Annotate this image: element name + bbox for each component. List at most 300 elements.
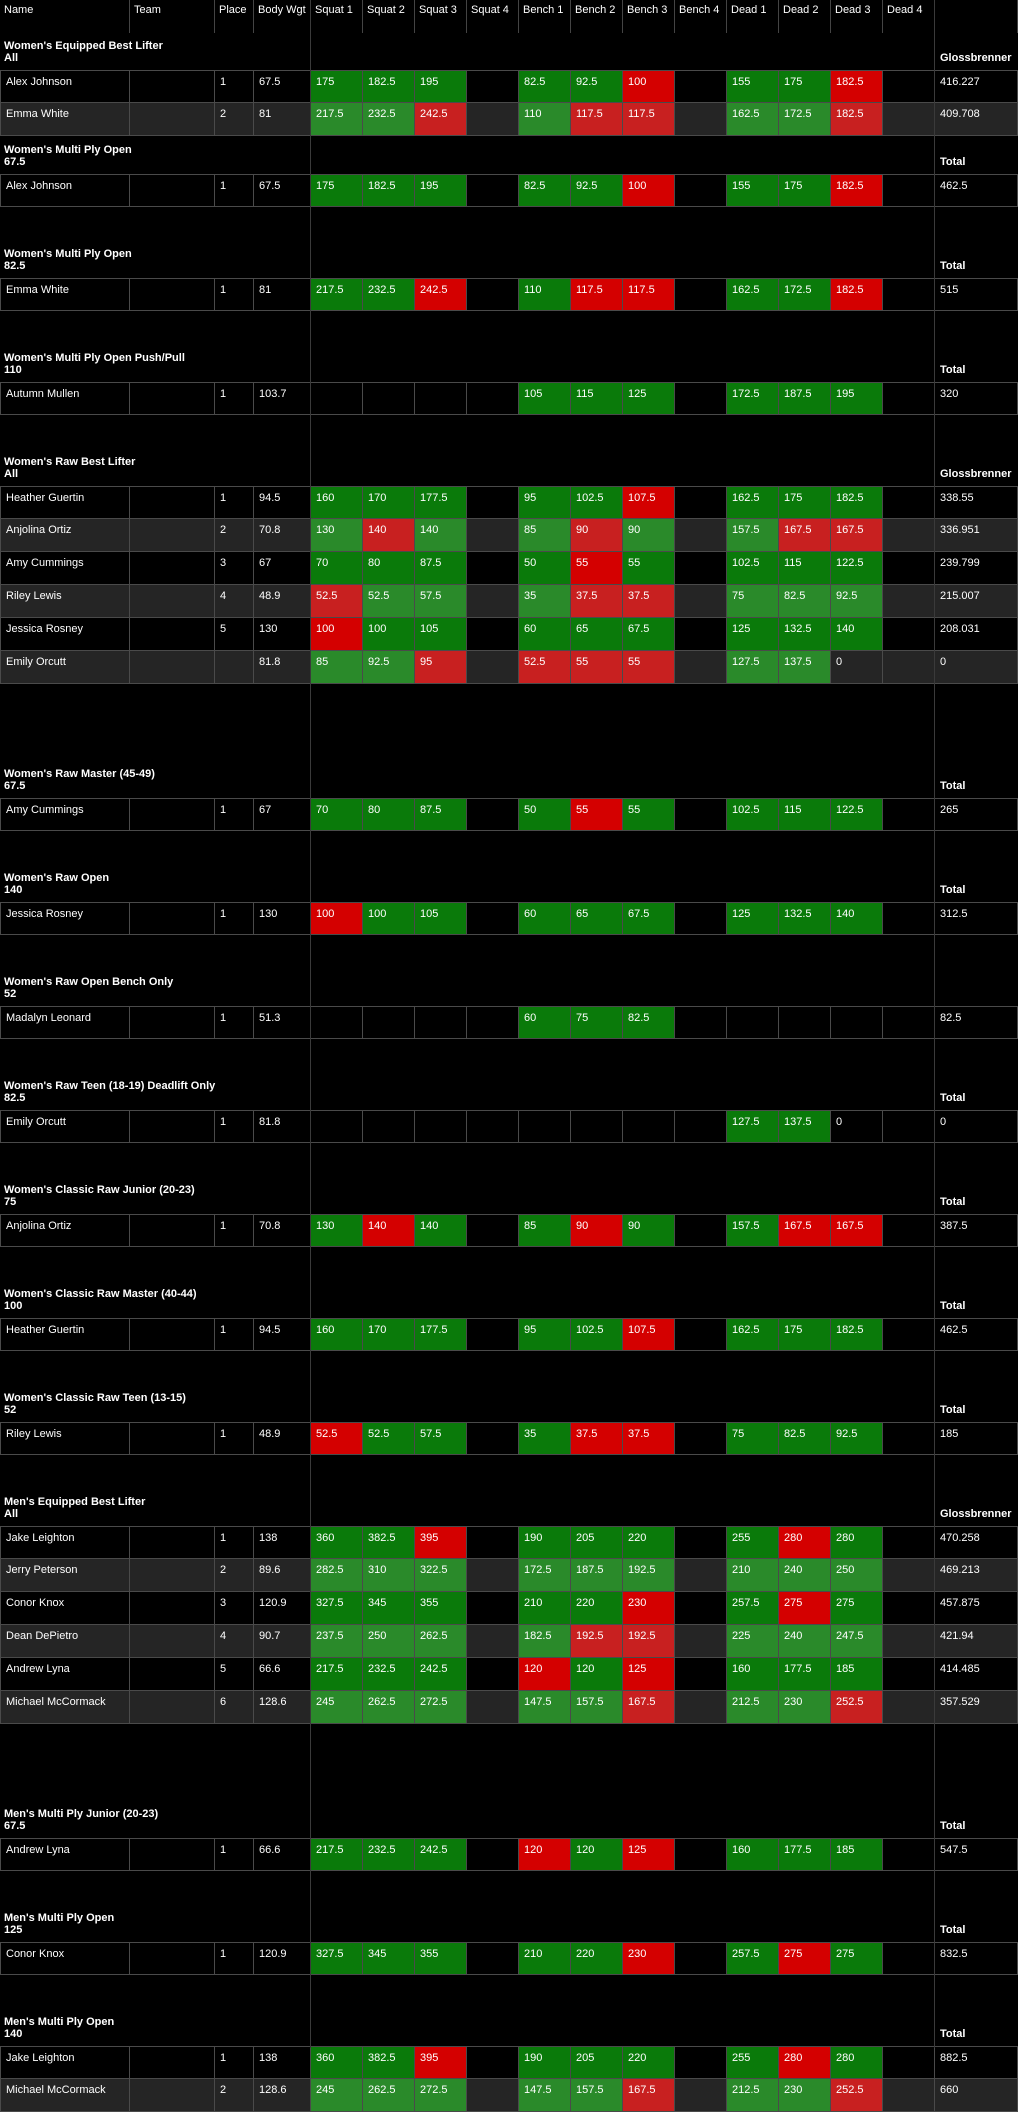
- cell-squat-1: [311, 382, 363, 415]
- cell-dead-4: [883, 1592, 935, 1625]
- cell-dead-2: 275: [779, 1942, 831, 1975]
- lifter-name: Anjolina Ortiz: [0, 1214, 130, 1247]
- cell-bench-1: 35: [519, 585, 571, 618]
- cell-team: [130, 1006, 215, 1039]
- cell-team: [130, 382, 215, 415]
- cell-bench-3: 230: [623, 1942, 675, 1975]
- lifter-name: Michael McCormack: [0, 1691, 130, 1724]
- cell-squat-1: 245: [311, 1691, 363, 1724]
- cell-bench-1: 60: [519, 1006, 571, 1039]
- cell-bench-4: [675, 2079, 727, 2112]
- cell-dead-4: [883, 1006, 935, 1039]
- lifter-name: Conor Knox: [0, 1592, 130, 1625]
- division-title: [4, 352, 185, 376]
- division-name: Women's Multi Ply Open: [4, 144, 132, 156]
- cell-dead-3: 182.5: [831, 70, 883, 103]
- lifter-row[interactable]: [0, 1318, 1018, 1351]
- cell-dead-4: [883, 519, 935, 552]
- lifter-row[interactable]: [0, 1214, 1018, 1247]
- cell-bench-3: 125: [623, 1658, 675, 1691]
- cell-dead-4: [883, 1658, 935, 1691]
- cell-body-wgt: 67.5: [254, 174, 311, 207]
- cell-body-wgt: 81: [254, 278, 311, 311]
- cell-dead-1: 225: [727, 1625, 779, 1658]
- cell-bench-1: 85: [519, 519, 571, 552]
- cell-dead-2: 132.5: [779, 618, 831, 651]
- column-header-bench-3[interactable]: Bench 3: [623, 0, 675, 33]
- division-name: Women's Classic Raw Master (40-44): [4, 1288, 197, 1300]
- division-class: All: [4, 52, 19, 64]
- lifter-row[interactable]: [0, 585, 1018, 618]
- cell-bench-3: 125: [623, 1838, 675, 1871]
- division-title: [4, 1184, 195, 1208]
- cell-squat-4: [467, 1559, 519, 1592]
- cell-squat-3: 272.5: [415, 1691, 467, 1724]
- lifter-row[interactable]: [0, 618, 1018, 651]
- cell-bench-2: 92.5: [571, 174, 623, 207]
- cell-dead-2: 177.5: [779, 1658, 831, 1691]
- column-header-team[interactable]: Team: [130, 0, 215, 33]
- cell-team: [130, 1691, 215, 1724]
- cell-dead-3: 275: [831, 1592, 883, 1625]
- cell-squat-4: [467, 1625, 519, 1658]
- cell-dead-3: 182.5: [831, 174, 883, 207]
- cell-dead-3: 167.5: [831, 1214, 883, 1247]
- division-name: Women's Classic Raw Junior (20-23): [4, 1184, 195, 1196]
- lifter-row[interactable]: [0, 1658, 1018, 1691]
- cell-squat-1: 175: [311, 174, 363, 207]
- division-name: Women's Multi Ply Open: [4, 248, 132, 260]
- cell-team: [130, 651, 215, 684]
- cell-dead-2: 137.5: [779, 651, 831, 684]
- cell-total: 660: [935, 2079, 1018, 2112]
- cell-squat-4: [467, 651, 519, 684]
- cell-squat-1: 217.5: [311, 1838, 363, 1871]
- cell-squat-2: 250: [363, 1625, 415, 1658]
- cell-bench-4: [675, 2046, 727, 2079]
- division-metric-label: Total: [940, 780, 966, 792]
- cell-dead-4: [883, 618, 935, 651]
- division-title: [4, 1912, 114, 1936]
- division-metric-label: Total: [940, 1924, 966, 1936]
- cell-dead-1: 255: [727, 2046, 779, 2079]
- lifter-name: Emma White: [0, 103, 130, 136]
- cell-dead-1: 210: [727, 1559, 779, 1592]
- cell-bench-3: 100: [623, 174, 675, 207]
- cell-squat-3: [415, 1110, 467, 1143]
- cell-bench-3: 90: [623, 519, 675, 552]
- cell-dead-4: [883, 382, 935, 415]
- cell-bench-3: 167.5: [623, 1691, 675, 1724]
- lifter-row[interactable]: [0, 552, 1018, 585]
- cell-dead-4: [883, 651, 935, 684]
- cell-body-wgt: 138: [254, 1526, 311, 1559]
- cell-dead-1: 257.5: [727, 1942, 779, 1975]
- cell-squat-1: 160: [311, 486, 363, 519]
- cell-dead-4: [883, 902, 935, 935]
- cell-dead-1: 102.5: [727, 798, 779, 831]
- cell-bench-2: 220: [571, 1592, 623, 1625]
- column-header-squat-3[interactable]: Squat 3: [415, 0, 467, 33]
- lifter-row[interactable]: [0, 798, 1018, 831]
- cell-total: 470.258: [935, 1526, 1018, 1559]
- cell-place: 1: [215, 1422, 254, 1455]
- cell-place: 1: [215, 1942, 254, 1975]
- cell-bench-2: 90: [571, 519, 623, 552]
- cell-squat-2: 232.5: [363, 1838, 415, 1871]
- cell-team: [130, 1526, 215, 1559]
- cell-bench-2: 205: [571, 1526, 623, 1559]
- division-class: 67.5: [4, 780, 26, 792]
- lifter-row[interactable]: [0, 1422, 1018, 1455]
- division-title: [4, 1288, 197, 1312]
- cell-dead-2: 240: [779, 1559, 831, 1592]
- cell-dead-1: 127.5: [727, 1110, 779, 1143]
- cell-squat-2: 100: [363, 902, 415, 935]
- cell-squat-1: 237.5: [311, 1625, 363, 1658]
- cell-total: 338.55: [935, 486, 1018, 519]
- division-metric-label: Total: [940, 260, 966, 272]
- cell-dead-2: [779, 1006, 831, 1039]
- cell-bench-1: 172.5: [519, 1559, 571, 1592]
- cell-bench-2: 115: [571, 382, 623, 415]
- cell-bench-3: 100: [623, 70, 675, 103]
- cell-squat-3: [415, 382, 467, 415]
- cell-dead-1: 160: [727, 1658, 779, 1691]
- division-metric-label: Glossbrenner: [940, 52, 1012, 64]
- cell-dead-2: 82.5: [779, 585, 831, 618]
- cell-dead-3: 182.5: [831, 103, 883, 136]
- division-title: [4, 872, 109, 896]
- column-header-squat-4[interactable]: Squat 4: [467, 0, 519, 33]
- cell-squat-3: 355: [415, 1592, 467, 1625]
- cell-dead-1: 212.5: [727, 2079, 779, 2112]
- cell-bench-1: 60: [519, 618, 571, 651]
- division-metric-label: Total: [940, 156, 966, 168]
- cell-body-wgt: 94.5: [254, 1318, 311, 1351]
- cell-squat-4: [467, 1838, 519, 1871]
- column-header-bench-2[interactable]: Bench 2: [571, 0, 623, 33]
- cell-body-wgt: 94.5: [254, 486, 311, 519]
- cell-dead-3: 247.5: [831, 1625, 883, 1658]
- lifter-row[interactable]: [0, 902, 1018, 935]
- cell-bench-2: 205: [571, 2046, 623, 2079]
- lifter-name: Alex Johnson: [0, 174, 130, 207]
- lifter-row[interactable]: [0, 2079, 1018, 2112]
- column-header-place[interactable]: Place: [215, 0, 254, 33]
- cell-team: [130, 278, 215, 311]
- cell-dead-3: 92.5: [831, 585, 883, 618]
- division-name: Women's Classic Raw Teen (13-15): [4, 1392, 186, 1404]
- cell-dead-4: [883, 103, 935, 136]
- column-header-body-wgt[interactable]: Body Wgt: [254, 0, 311, 33]
- cell-dead-2: 137.5: [779, 1110, 831, 1143]
- lifter-name: Jake Leighton: [0, 1526, 130, 1559]
- lifter-row[interactable]: [0, 278, 1018, 311]
- lifter-row[interactable]: [0, 486, 1018, 519]
- cell-team: [130, 1838, 215, 1871]
- cell-bench-3: 55: [623, 552, 675, 585]
- division-metric-label: Total: [940, 884, 966, 896]
- cell-bench-2: 90: [571, 1214, 623, 1247]
- cell-bench-2: 92.5: [571, 70, 623, 103]
- lifter-row[interactable]: [0, 1942, 1018, 1975]
- cell-squat-1: 70: [311, 798, 363, 831]
- cell-dead-1: 155: [727, 70, 779, 103]
- cell-body-wgt: 90.7: [254, 1625, 311, 1658]
- cell-dead-4: [883, 1526, 935, 1559]
- lifter-row[interactable]: [0, 1838, 1018, 1871]
- column-header-bench-4[interactable]: Bench 4: [675, 0, 727, 33]
- cell-body-wgt: 67: [254, 552, 311, 585]
- cell-squat-2: 52.5: [363, 585, 415, 618]
- cell-bench-4: [675, 486, 727, 519]
- cell-dead-3: 140: [831, 902, 883, 935]
- cell-squat-2: 262.5: [363, 2079, 415, 2112]
- cell-squat-1: 217.5: [311, 1658, 363, 1691]
- division-name: Men's Multi Ply Open: [4, 1912, 115, 1924]
- cell-body-wgt: 70.8: [254, 1214, 311, 1247]
- division-class: 125: [4, 1924, 23, 1936]
- cell-squat-4: [467, 2079, 519, 2112]
- division-title: [4, 2016, 114, 2040]
- cell-squat-3: 195: [415, 70, 467, 103]
- cell-body-wgt: 51.3: [254, 1006, 311, 1039]
- column-header-dead-1[interactable]: Dead 1: [727, 0, 779, 33]
- division-metric-label: Total: [940, 2028, 966, 2040]
- lifter-row[interactable]: [0, 1559, 1018, 1592]
- lifter-row[interactable]: [0, 103, 1018, 136]
- lifter-row[interactable]: [0, 1526, 1018, 1559]
- cell-squat-4: [467, 1592, 519, 1625]
- cell-place: 1: [215, 70, 254, 103]
- cell-squat-2: 232.5: [363, 278, 415, 311]
- cell-dead-2: 230: [779, 1691, 831, 1724]
- cell-dead-4: [883, 2046, 935, 2079]
- cell-bench-3: 82.5: [623, 1006, 675, 1039]
- cell-dead-3: 0: [831, 651, 883, 684]
- cell-total: 320: [935, 382, 1018, 415]
- cell-squat-4: [467, 1318, 519, 1351]
- cell-squat-1: 52.5: [311, 1422, 363, 1455]
- cell-bench-4: [675, 1559, 727, 1592]
- cell-bench-1: 60: [519, 902, 571, 935]
- lifter-row[interactable]: [0, 1592, 1018, 1625]
- lifter-name: Anjolina Ortiz: [0, 519, 130, 552]
- lifter-row[interactable]: [0, 382, 1018, 415]
- cell-bench-3: 117.5: [623, 103, 675, 136]
- cell-bench-1: 82.5: [519, 174, 571, 207]
- cell-dead-3: [831, 1006, 883, 1039]
- lifter-row[interactable]: [0, 1625, 1018, 1658]
- cell-dead-4: [883, 1318, 935, 1351]
- cell-bench-4: [675, 519, 727, 552]
- division-title: [4, 248, 132, 272]
- division-class: 67.5: [4, 1820, 26, 1832]
- column-header-dead-2[interactable]: Dead 2: [779, 0, 831, 33]
- column-header-dead-4[interactable]: Dead 4: [883, 0, 935, 33]
- cell-dead-4: [883, 552, 935, 585]
- cell-bench-4: [675, 382, 727, 415]
- lifter-name: Heather Guertin: [0, 486, 130, 519]
- cell-squat-1: 327.5: [311, 1592, 363, 1625]
- lifter-name: Andrew Lyna: [0, 1658, 130, 1691]
- cell-team: [130, 519, 215, 552]
- division-title: [4, 1808, 158, 1832]
- cell-bench-4: [675, 1658, 727, 1691]
- cell-place: 1: [215, 278, 254, 311]
- cell-bench-3: 90: [623, 1214, 675, 1247]
- lifter-row[interactable]: [0, 1110, 1018, 1143]
- cell-bench-2: 55: [571, 798, 623, 831]
- column-header-squat-1[interactable]: Squat 1: [311, 0, 363, 33]
- division-name: Women's Raw Best Lifter: [4, 456, 136, 468]
- lifter-row[interactable]: [0, 519, 1018, 552]
- cell-squat-4: [467, 1422, 519, 1455]
- cell-dead-4: [883, 1625, 935, 1658]
- cell-total: 387.5: [935, 1214, 1018, 1247]
- cell-dead-4: [883, 1559, 935, 1592]
- cell-squat-3: 242.5: [415, 1658, 467, 1691]
- cell-bench-2: 65: [571, 618, 623, 651]
- cell-bench-2: 187.5: [571, 1559, 623, 1592]
- division-name: Women's Raw Teen (18-19) Deadlift Only: [4, 1080, 216, 1092]
- cell-place: 1: [215, 1006, 254, 1039]
- cell-place: 3: [215, 552, 254, 585]
- cell-bench-3: 37.5: [623, 585, 675, 618]
- column-header-total[interactable]: [935, 0, 1018, 33]
- cell-dead-2: 175: [779, 174, 831, 207]
- cell-bench-4: [675, 1110, 727, 1143]
- cell-place: 6: [215, 1691, 254, 1724]
- lifter-row[interactable]: [0, 70, 1018, 103]
- cell-bench-4: [675, 651, 727, 684]
- cell-place: 1: [215, 1526, 254, 1559]
- lifter-name: Emma White: [0, 278, 130, 311]
- cell-squat-4: [467, 174, 519, 207]
- cell-bench-1: 110: [519, 278, 571, 311]
- division-name: Men's Multi Ply Junior (20-23): [4, 1808, 159, 1820]
- cell-body-wgt: 120.9: [254, 1942, 311, 1975]
- lifter-row[interactable]: [0, 1006, 1018, 1039]
- cell-bench-2: 37.5: [571, 1422, 623, 1455]
- cell-squat-4: [467, 902, 519, 935]
- cell-bench-3: 107.5: [623, 1318, 675, 1351]
- cell-dead-3: 167.5: [831, 519, 883, 552]
- cell-team: [130, 1422, 215, 1455]
- cell-place: 4: [215, 585, 254, 618]
- cell-bench-3: 192.5: [623, 1559, 675, 1592]
- cell-squat-2: 232.5: [363, 1658, 415, 1691]
- lifter-row[interactable]: [0, 651, 1018, 684]
- cell-bench-2: 157.5: [571, 2079, 623, 2112]
- cell-squat-4: [467, 1658, 519, 1691]
- cell-bench-1: 52.5: [519, 651, 571, 684]
- cell-squat-2: 232.5: [363, 103, 415, 136]
- cell-squat-3: 355: [415, 1942, 467, 1975]
- cell-dead-4: [883, 486, 935, 519]
- cell-body-wgt: 130: [254, 902, 311, 935]
- cell-dead-4: [883, 1838, 935, 1871]
- cell-dead-3: 280: [831, 1526, 883, 1559]
- cell-team: [130, 1592, 215, 1625]
- cell-team: [130, 70, 215, 103]
- cell-total: 185: [935, 1422, 1018, 1455]
- cell-team: [130, 1110, 215, 1143]
- cell-squat-1: 130: [311, 519, 363, 552]
- division-name: Women's Raw Open Bench Only: [4, 976, 174, 988]
- division-metric-label: Total: [940, 364, 966, 376]
- cell-bench-4: [675, 174, 727, 207]
- cell-dead-3: 122.5: [831, 798, 883, 831]
- cell-squat-2: 170: [363, 1318, 415, 1351]
- cell-squat-2: 100: [363, 618, 415, 651]
- cell-squat-4: [467, 1942, 519, 1975]
- cell-squat-4: [467, 519, 519, 552]
- cell-dead-1: 75: [727, 585, 779, 618]
- cell-bench-2: 157.5: [571, 1691, 623, 1724]
- cell-squat-4: [467, 1526, 519, 1559]
- cell-dead-2: 115: [779, 552, 831, 585]
- cell-dead-4: [883, 1214, 935, 1247]
- column-header-bench-1[interactable]: Bench 1: [519, 0, 571, 33]
- cell-dead-4: [883, 174, 935, 207]
- division-title: [4, 1080, 215, 1104]
- cell-squat-4: [467, 382, 519, 415]
- cell-dead-4: [883, 798, 935, 831]
- cell-squat-4: [467, 618, 519, 651]
- cell-squat-2: 182.5: [363, 174, 415, 207]
- cell-bench-2: 75: [571, 1006, 623, 1039]
- lifter-row[interactable]: [0, 2046, 1018, 2079]
- column-header-dead-3[interactable]: Dead 3: [831, 0, 883, 33]
- cell-dead-1: 162.5: [727, 278, 779, 311]
- cell-total: 416.227: [935, 70, 1018, 103]
- division-metric-label: Glossbrenner: [940, 1508, 1012, 1520]
- division-class: 110: [4, 364, 22, 376]
- cell-place: 1: [215, 902, 254, 935]
- cell-dead-3: 275: [831, 1942, 883, 1975]
- cell-team: [130, 552, 215, 585]
- cell-total: 414.485: [935, 1658, 1018, 1691]
- division-class: 140: [4, 884, 23, 896]
- division-name: Men's Equipped Best Lifter: [4, 1496, 146, 1508]
- cell-squat-4: [467, 585, 519, 618]
- cell-bench-1: 182.5: [519, 1625, 571, 1658]
- cell-place: 2: [215, 1559, 254, 1592]
- cell-place: 1: [215, 382, 254, 415]
- cell-squat-1: 360: [311, 2046, 363, 2079]
- cell-dead-1: 75: [727, 1422, 779, 1455]
- cell-bench-1: 35: [519, 1422, 571, 1455]
- division-class: All: [4, 1508, 19, 1520]
- cell-squat-3: 140: [415, 1214, 467, 1247]
- lifter-name: Emily Orcutt: [0, 1110, 130, 1143]
- cell-bench-1: 95: [519, 1318, 571, 1351]
- cell-dead-2: 187.5: [779, 382, 831, 415]
- cell-squat-1: [311, 1110, 363, 1143]
- lifter-row[interactable]: [0, 1691, 1018, 1724]
- cell-dead-3: 252.5: [831, 2079, 883, 2112]
- cell-dead-2: 280: [779, 2046, 831, 2079]
- lifter-row[interactable]: [0, 174, 1018, 207]
- column-header-squat-2[interactable]: Squat 2: [363, 0, 415, 33]
- cell-place: 3: [215, 1592, 254, 1625]
- cell-squat-1: 217.5: [311, 103, 363, 136]
- cell-dead-4: [883, 1422, 935, 1455]
- column-header-name[interactable]: Name: [0, 0, 130, 33]
- cell-squat-2: 382.5: [363, 2046, 415, 2079]
